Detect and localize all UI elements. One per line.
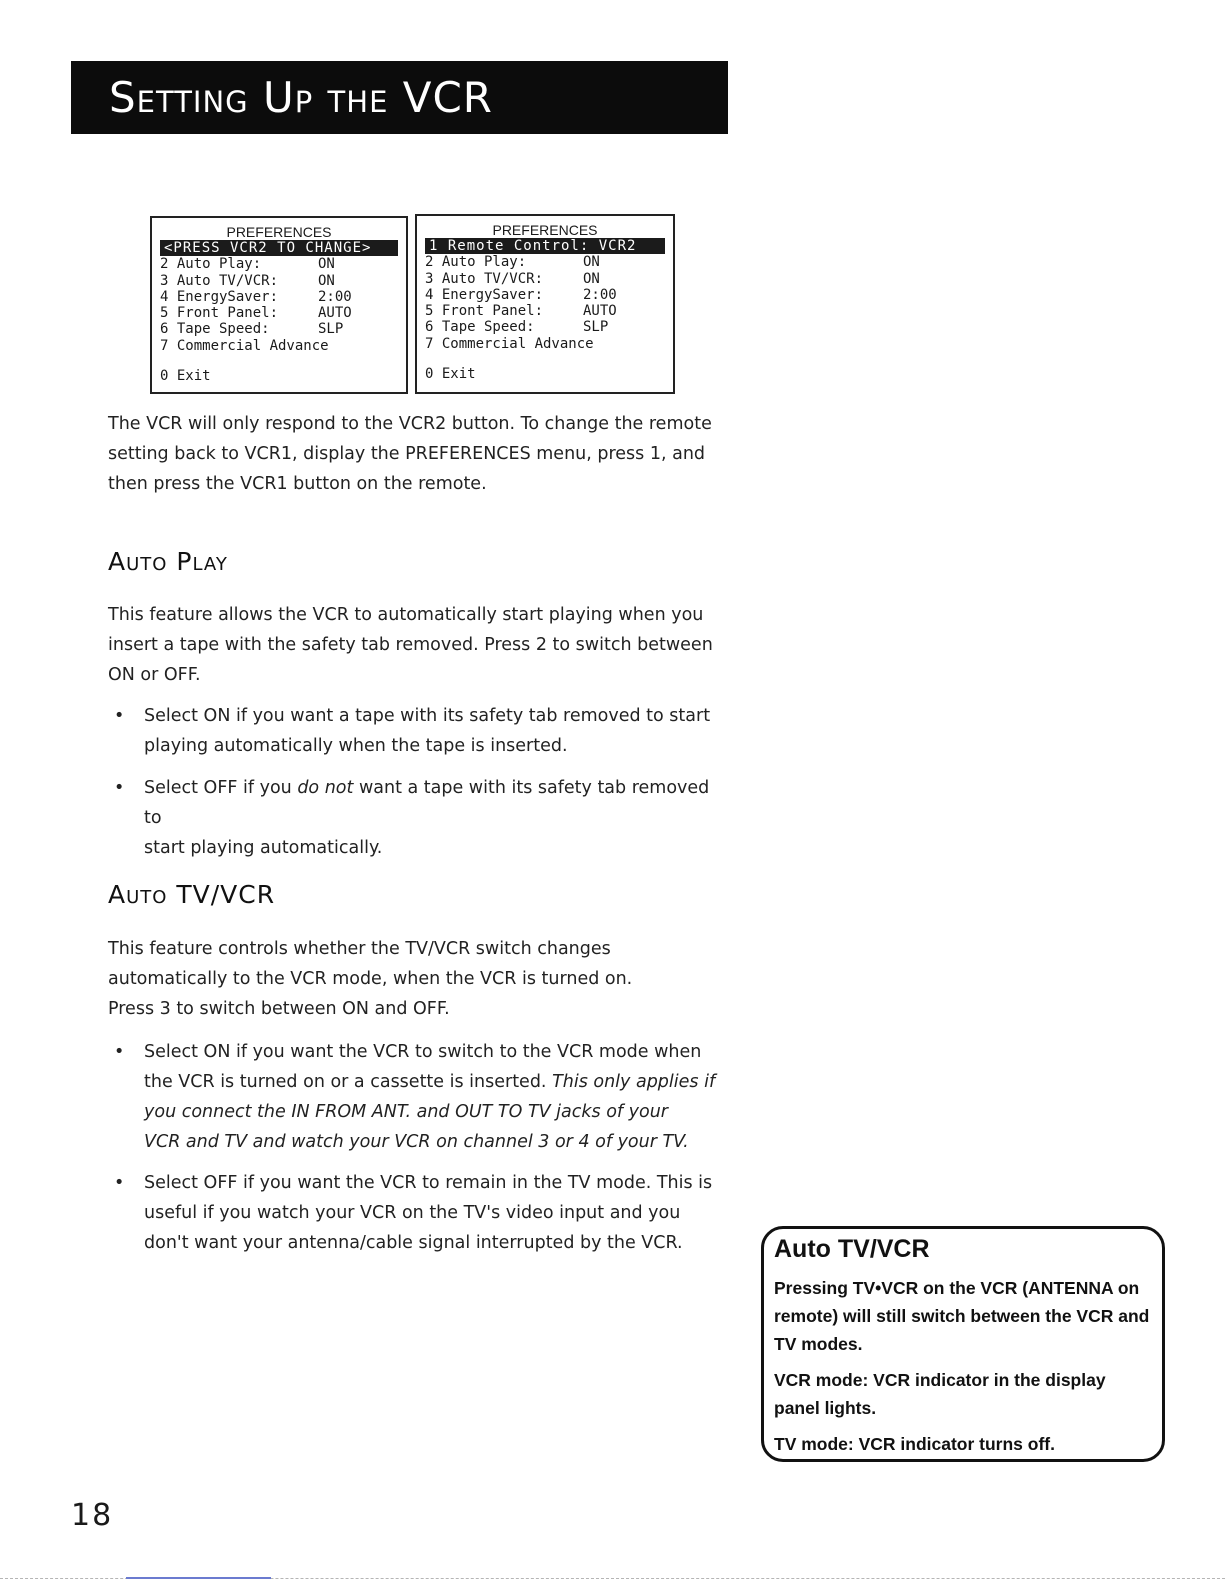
emphasis-text: do not [297, 778, 354, 798]
page-title: Setting Up the VCR [109, 73, 493, 122]
menu-row [425, 254, 665, 270]
text-line [144, 1127, 728, 1157]
text-line: The VCR will only respond to the VCR2 button. To change the remote [108, 414, 712, 434]
page-number: 18 [71, 1498, 114, 1533]
callout-paragraph: Pressing TV•VCR on the VCR (ANTENNA on remote) will still switch between the VCR and TV modes. [774, 1278, 1150, 1354]
preferences-menu-left [150, 216, 408, 394]
text-line: don't want your antenna/cable signal interrupted by the VCR. [144, 1233, 683, 1253]
menu-row [160, 289, 398, 305]
callout-paragraph: VCR mode: VCR indicator in the display panel lights. [774, 1370, 1106, 1418]
menu-row [160, 305, 398, 321]
menu-row-label: 4 EnergySaver: [425, 286, 544, 303]
bullet-dot: • [114, 778, 125, 798]
text-line: This feature allows the VCR to automatically start playing when you [108, 605, 704, 625]
menu-row-label: 3 Auto TV/VCR: [160, 272, 279, 289]
emphasis-text: VCR and TV and watch your VCR on channel 3 or 4 of your TV. [144, 1132, 689, 1152]
section-heading-auto-tv-vcr: Auto TV/VCR [108, 880, 276, 909]
text-line: useful if you watch your VCR on the TV's video input and you [144, 1203, 681, 1223]
callout-paragraph: TV mode: VCR indicator turns off. [774, 1434, 1055, 1454]
text-line: insert a tape with the safety tab removed. Press 2 to switch between [108, 635, 713, 655]
text-line: Press 3 to switch between ON and OFF. [108, 999, 450, 1019]
menu-row-label: 6 Tape Speed: [425, 319, 535, 336]
intro-paragraph [108, 409, 728, 499]
emphasis-text: you connect the IN FROM ANT. and OUT TO TV jacks of your [144, 1102, 668, 1122]
menu-row-label: 4 EnergySaver: [160, 288, 279, 305]
menu-row [160, 256, 398, 272]
menu-exit-row: 0 Exit [160, 368, 211, 385]
bullet-item [108, 773, 728, 863]
menu-row-value: AUTO [583, 303, 617, 320]
callout-box [761, 1226, 1165, 1462]
menu-row [425, 336, 665, 352]
menu-row-label: 3 Auto TV/VCR: [425, 270, 544, 287]
bullet-item [108, 1037, 728, 1157]
text-line: This feature controls whether the TV/VCR switch changes [108, 939, 611, 959]
menu-row [425, 303, 665, 319]
menu-row-value: ON [583, 254, 600, 271]
menu-row-value: SLP [583, 319, 609, 336]
menu-highlight-row: <PRESS VCR2 TO CHANGE> [160, 240, 398, 256]
text-line: automatically to the VCR mode, when the VCR is turned on. [108, 969, 633, 989]
auto-tv-vcr-paragraph [108, 934, 728, 1024]
menu-highlight-row: 1 Remote Control: VCR2 [425, 238, 665, 254]
menu-row-value: ON [583, 270, 600, 287]
bullet-dot: • [114, 1173, 125, 1193]
text-span: Select OFF if you [144, 778, 298, 798]
menu-title: PREFERENCES [226, 224, 332, 240]
auto-play-paragraph [108, 600, 728, 690]
text-line [144, 1097, 728, 1127]
menu-row-label: 6 Tape Speed: [160, 321, 270, 338]
menu-title: PREFERENCES [492, 222, 598, 238]
menu-row-label: 7 Commercial Advance [425, 335, 594, 352]
bottom-underline-mark [126, 1577, 271, 1579]
menu-row-label: 5 Front Panel: [160, 305, 279, 322]
menu-row-label: 2 Auto Play: [425, 254, 527, 271]
menu-row-label: 7 Commercial Advance [160, 337, 329, 354]
emphasis-text: This only applies if [552, 1072, 716, 1092]
menu-exit-row: 0 Exit [425, 366, 476, 383]
text-line: start playing automatically. [144, 838, 383, 858]
text-line: Select ON if you want the VCR to switch to the VCR mode when [144, 1042, 702, 1062]
menu-row-value: 2:00 [583, 286, 617, 303]
menu-row [425, 287, 665, 303]
text-line: then press the VCR1 button on the remote. [108, 474, 487, 494]
menu-row-value: SLP [318, 321, 344, 338]
text-line: Select ON if you want a tape with its safety tab removed to start [144, 706, 711, 726]
menu-row [425, 271, 665, 287]
menu-row [160, 338, 398, 354]
text-line: Select OFF if you want the VCR to remain in the TV mode. This is [144, 1173, 713, 1193]
bullet-item [108, 701, 728, 761]
menu-row-value: AUTO [318, 305, 352, 322]
bullet-dot: • [114, 1042, 125, 1062]
text-line: ON or OFF. [108, 665, 201, 685]
bullet-dot: • [114, 706, 125, 726]
text-line: playing automatically when the tape is inserted. [144, 736, 568, 756]
menu-row [425, 319, 665, 335]
text-span: the VCR is turned on or a cassette is inserted. [144, 1072, 553, 1092]
text-span: want a tape with its safety tab removed to [144, 778, 710, 828]
menu-row-label: 2 Auto Play: [160, 256, 262, 273]
menu-row-value: ON [318, 272, 335, 289]
preferences-menu-right [415, 214, 675, 394]
menu-row [160, 273, 398, 289]
text-line: setting back to VCR1, display the PREFERENCES menu, press 1, and [108, 444, 706, 464]
menu-row-value: 2:00 [318, 288, 352, 305]
callout-title: Auto TV/VCR [774, 1235, 930, 1263]
menu-row [160, 321, 398, 337]
section-heading-auto-play: Auto Play [108, 547, 228, 576]
bullet-item [108, 1168, 728, 1258]
menu-row-value: ON [318, 256, 335, 273]
text-line [144, 1067, 728, 1097]
text-line [144, 773, 728, 833]
page-title-bar [71, 61, 728, 134]
menu-row-label: 5 Front Panel: [425, 303, 544, 320]
